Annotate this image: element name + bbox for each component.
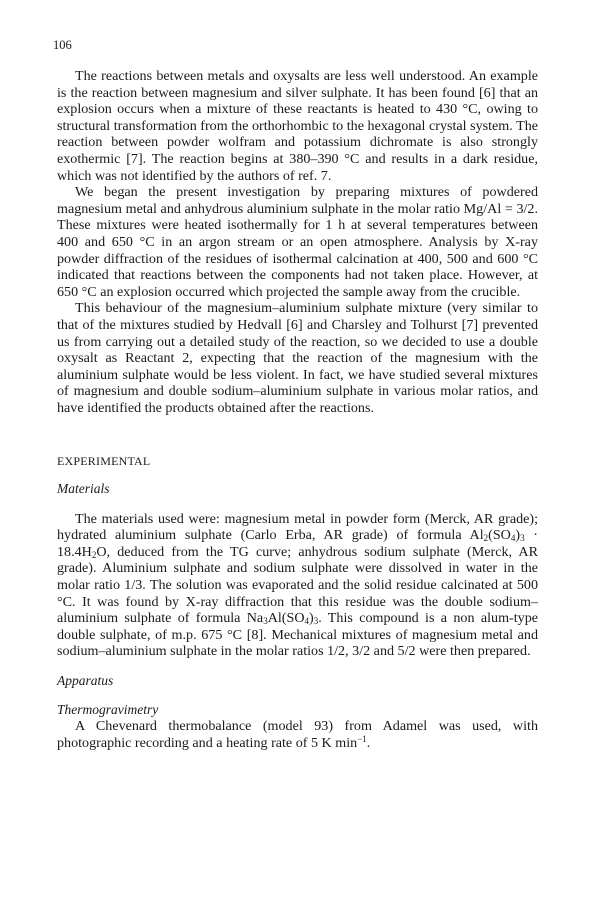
formula-subscript: 2 <box>483 533 489 544</box>
section-heading-experimental: EXPERIMENTAL <box>57 454 151 469</box>
article-body <box>57 68 538 751</box>
materials-text-part3: . This compound is a non alum-type double sulphate, of m.p. 675 °C [8]. Mechanical mixtures of magnesium metal and sodium–aluminium sulphate in the molar ratios 1/2, 3/2 and 5/2 were then prepared. <box>57 610 538 660</box>
intro-paragraph: We began the present investigation by preparing mixtures of powdered magnesium metal and anhydrous aluminium sulphate in the molar ratio Mg/Al = 3/2. These mixtures were heated isothermally for 1 h at several temperatures between 400 and 650 °C in an argon stream or an open atmosphere. Analysis by X-ray powder diffraction of the residues of isothermal calcination at 400, 500 and 600 °C indicated that reactions between the components had not taken place. However, at 650 °C an explosion occurred which projected the sample away from the crucible. <box>57 184 538 300</box>
formula-subscript: 4 <box>304 616 309 627</box>
intro-paragraph: The reactions between metals and oxysalts are less well understood. An example is the reaction between magnesium and silver sulphate. It has been found [6] that an explosion occurs when a mixture of these reactants is heated to 430 °C, owing to structural transformation from the orthorhombic to the hexagonal crystal system. The reaction between powder wolfram and potassium dichromate is also strongly exothermic [7]. The reaction begins at 380–390 °C and results in a dark residue, which was not identified by the authors of ref. 7. <box>57 68 538 184</box>
thermogravimetry-text-end: . <box>366 734 371 751</box>
thermogravimetry-text: A Chevenard thermobalance (model 93) from Adamel was used, with photographic recording and a heating rate of 5 K min <box>57 718 538 751</box>
unit-exponent: −1 <box>357 733 367 744</box>
formula-double-sulphate: $Na_3Al(SO_4)_3$ <box>246 610 319 627</box>
subsection-heading-materials: Materials <box>57 481 110 497</box>
formula-subscript: 3 <box>520 533 525 544</box>
formula-subscript: 3 <box>263 616 268 627</box>
formula-subscript: 3 <box>313 616 319 627</box>
thermogravimetry-paragraph <box>57 718 538 751</box>
formula-subscript: 4 <box>510 533 516 544</box>
formula-subscript: 2 <box>91 549 97 560</box>
intro-paragraph: This behaviour of the magnesium–aluminium sulphate mixture (very similar to that of the mixtures studied by Hedvall [6] and Charsley and Tolhurst [7] prevented us from carrying out a detailed study of the reaction, so we decided to use a double oxysalt as Reactant 2, expecting that the reaction of the magnesium with the aluminium sulphate would be less violent. In fact, we have studied several mixtures of magnesium and double sodium–aluminium sulphate in various molar ratios, and have identified the products obtained after the reactions. <box>57 300 538 416</box>
formula-aluminium-sulphate: $Al_2(SO_4)_3 \cdot 18.4H_2O$ <box>57 527 538 560</box>
subsection-heading-apparatus: Apparatus <box>57 673 114 688</box>
subsubsection-heading-thermogravimetry: Thermogravimetry <box>57 701 159 717</box>
materials-text-part2: , deduced from the TG curve; anhydrous sodium sulphate (Merck, AR grade). Aluminium sulphate and sodium sulphate were dissolved in water in the molar ratio 1/3. The solution was evaporated and the solid residue calcinated at 500 °C. It was found by X-ray diffraction that this residue was the double sodium–aluminium sulphate of formula <box>57 543 538 627</box>
page-number: 106 <box>53 38 72 52</box>
materials-paragraph <box>57 511 538 660</box>
materials-text-part1: The materials used were: magnesium metal in powder form (Merck, AR grade); hydrated aluminium sulphate (Carlo Erba, AR grade) of formula <box>57 510 538 544</box>
